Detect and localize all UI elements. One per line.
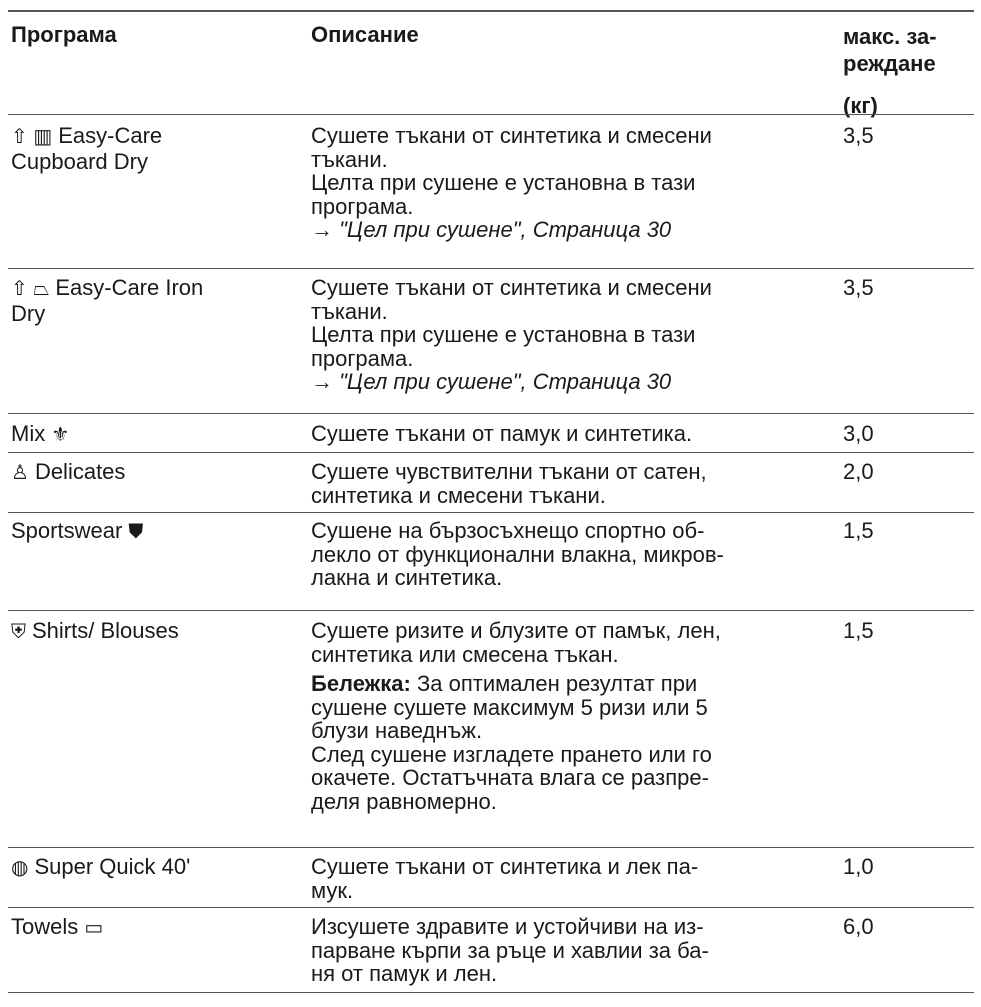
table-row bbox=[8, 114, 974, 269]
program-description: Сушете тъкани от синтетика и смесени тъкани. Целта при сушене е установна в тази програма. → "Цел при сушене", Страница 30 bbox=[311, 124, 821, 242]
header-program: Програма bbox=[11, 22, 117, 47]
table-row bbox=[8, 268, 974, 414]
header-max-load: макс. за- реждане bbox=[843, 24, 937, 76]
shirts-icon: ⛨ bbox=[11, 621, 26, 643]
program-description: Изсушете здравите и устойчиви на из- парване кърпи за ръце и хавлии за ба- ня от памук и лен. bbox=[311, 914, 709, 986]
max-load-value: 1,0 bbox=[843, 854, 874, 879]
super-quick-icon: ◍ bbox=[11, 857, 29, 879]
program-name: ◍ Super Quick 40' bbox=[11, 854, 191, 879]
max-load-value: 2,0 bbox=[843, 459, 874, 484]
note-label: Бележка: bbox=[311, 671, 411, 696]
header-description: Описание bbox=[311, 22, 419, 47]
delicates-icon: ♙ bbox=[11, 462, 29, 484]
page-reference-link[interactable]: → "Цел при сушене", Страница 30 bbox=[311, 369, 672, 394]
easy-care-cupboard-icon: ⇧ ▥ bbox=[11, 126, 53, 148]
max-load-value: 1,5 bbox=[843, 518, 874, 543]
program-description: Сушете тъкани от синтетика и смесени тъкани. Целта при сушене е установна в тази програма. → "Цел при сушене", Страница 30 bbox=[311, 276, 821, 394]
table-row bbox=[8, 907, 974, 993]
program-name: ⛨ Shirts/ Blouses bbox=[11, 618, 179, 643]
max-load-value: 3,5 bbox=[843, 123, 874, 148]
page-reference-link[interactable]: → "Цел при сушене", Страница 30 bbox=[311, 217, 672, 242]
table-row bbox=[8, 452, 974, 513]
table-row bbox=[8, 610, 974, 848]
program-name: Towels ▭ bbox=[11, 914, 104, 939]
table-row bbox=[8, 512, 974, 611]
easy-care-iron-icon: ⇧ ⏢ bbox=[11, 278, 50, 300]
max-load-value: 1,5 bbox=[843, 618, 874, 643]
max-load-value: 3,0 bbox=[843, 421, 874, 446]
program-name: Mix ⚜ bbox=[11, 421, 70, 446]
program-name: Sportswear ⛊ bbox=[11, 518, 144, 543]
sportswear-icon: ⛊ bbox=[128, 521, 144, 543]
program-name: ♙ Delicates bbox=[11, 459, 126, 484]
table-header bbox=[8, 10, 974, 116]
header-max-load-unit: (кг) bbox=[843, 93, 878, 118]
mix-icon: ⚜ bbox=[51, 424, 70, 446]
program-name: ⇧ ⏢ Easy-Care Iron Dry bbox=[11, 275, 204, 326]
max-load-value: 6,0 bbox=[843, 914, 874, 939]
towels-icon: ▭ bbox=[84, 917, 104, 939]
max-load-value: 3,5 bbox=[843, 275, 874, 300]
program-description: Сушете ризите и блузите от памък, лен, синтетика или смесена тъкан. Бележка: За оптимален резултат при сушене сушете максимум 5 ризи или 5 блузи наведнъж. След сушене изгладете прането или го окачете. Остатъчната влага се разпре- деля равномерно. bbox=[311, 618, 721, 814]
program-description: Сушете чувствителни тъкани от сатен, синтетика и смесени тъкани. bbox=[311, 459, 707, 508]
table-row bbox=[8, 847, 974, 908]
program-description: Сушете тъкани от памук и синтетика. bbox=[311, 421, 693, 446]
table-row bbox=[8, 413, 974, 453]
program-description: Сушене на бързосъхнещо спортно об- лекло от функционални влакна, микров- лакна и синтетика. bbox=[311, 518, 724, 590]
program-name: ⇧ ▥ Easy-Care Cupboard Dry bbox=[11, 123, 163, 174]
program-description: Сушете тъкани от синтетика и лек па- мук. bbox=[311, 854, 699, 903]
